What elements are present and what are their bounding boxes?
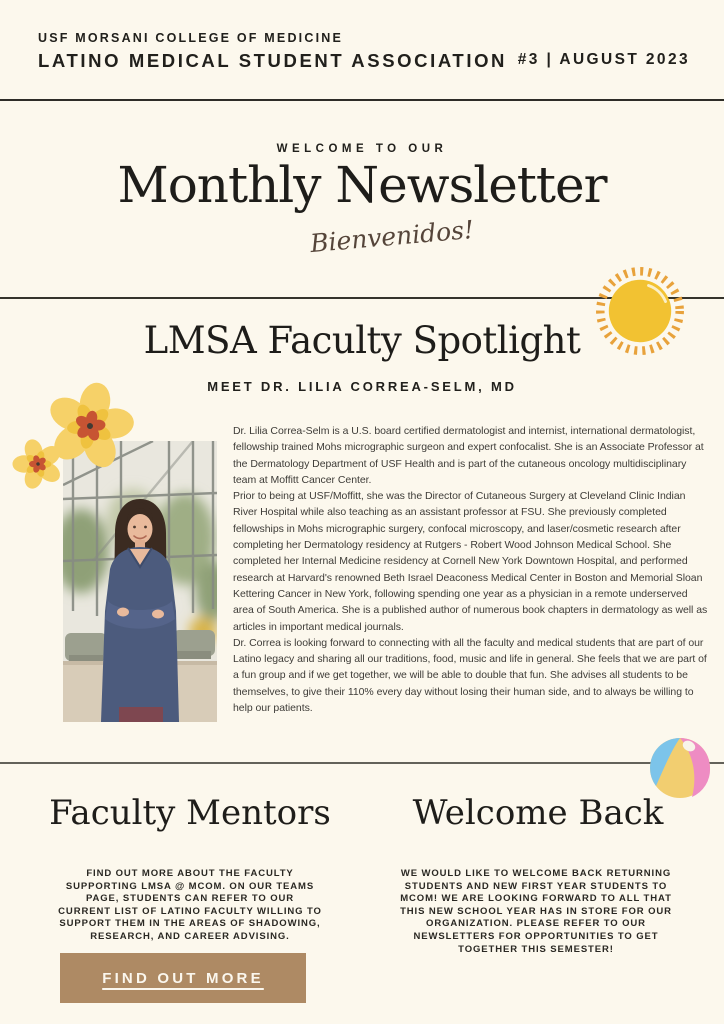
hibiscus-flowers-icon (8, 382, 143, 494)
bio-paragraph: Prior to being at USF/Moffitt, she was the Director of Cutaneous Surgery at Cleveland Clinic Indian River Hospital while also teaching as an assistant professor at FSU. She previously completed fellowships in Mohs micrographic surgery, confocal microscopy, and laser/cosmetic research after completing her Dermatology residency at Rutgers - Robert Wood Johnson Medical School. She completed her Internal Medicine residency at Cornell New York Downtown Hospital, and performed research at Harvard's renowned Beth Israel Deaconess Medical Center in Boston and Memorial Sloan Kettering Cancer in New York, following spending one year as a physician in a remote underserved area of South America. She is a published author of numerous book chapters in dermatology as well as articles in important medical journals. (233, 490, 708, 633)
section-body-faculty-mentors: FIND OUT MORE ABOUT THE FACULTY SUPPORTING LMSA @ MCOM. ON OUR TEAMS PAGE, STUDENTS CAN REFER TO OUR CURRENT LIST OF LATINO FACULTY WILLING TO SUPPORT THEM IN THE AREAS OF SHADOWING, RESEARCH, AND CAREER ADVISING. (58, 868, 322, 942)
section-title-faculty-mentors: Faculty Mentors (49, 793, 331, 833)
find-out-more-label: FIND OUT MORE (102, 969, 264, 987)
section-body-welcome-back: WE WOULD LIKE TO WELCOME BACK RETURNING STUDENTS AND NEW FIRST YEAR STUDENTS TO MCOM! WE ARE LOOKING FORWARD TO ALL THAT THIS NEW SCHOOL YEAR HAS IN STORE FOR OUR ORGANIZATION. PLEASE REFER TO OUR NEWSLETTERS FOR OPPORTUNITIES TO GET TOGETHER THIS SEMESTER! (400, 868, 672, 955)
org-name-line1: USF MORSANI COLLEGE OF MEDICINE (38, 31, 344, 45)
masthead-kicker: WELCOME TO OUR (276, 143, 448, 155)
divider-sections (0, 762, 724, 764)
masthead-title: Monthly Newsletter (117, 156, 607, 214)
spotlight-bio (233, 423, 711, 716)
issue-date: #3 | AUGUST 2023 (517, 51, 690, 68)
divider-top (0, 99, 724, 101)
spotlight-subtitle: MEET DR. LILIA CORREA-SELM, MD (207, 379, 517, 394)
bio-paragraph: Dr. Correa is looking forward to connecting with all the faculty and medical students that are part of our Latino legacy and sharing all our traditions, food, music and life in general. She feels that we are part of a fun group and if we get together, we will be able to double that fun. She advises all students to be themselves, to give their 110% every day without losing their human side, and to always be willing to help our patients. (233, 636, 707, 715)
bienvenidos-script: Bienvenidos! (308, 214, 476, 259)
sun-icon (588, 259, 692, 363)
find-out-more-button[interactable] (60, 953, 306, 1003)
section-title-welcome-back: Welcome Back (412, 793, 664, 833)
spotlight-title: LMSA Faculty Spotlight (143, 319, 581, 362)
org-name-line2: LATINO MEDICAL STUDENT ASSOCIATION (38, 50, 508, 71)
bio-paragraph: Dr. Lilia Correa-Selm is a U.S. board certified dermatologist and internist, international dermatologist, fellowship trained Mohs micrographic surgeon and expert confocalist. She is an Associate Professor at the Dermatology Department of USF Health and is part of the cutaneous oncology multidisciplinary team at Moffitt Cancer Center. (233, 425, 704, 486)
beach-ball-icon (648, 736, 712, 800)
